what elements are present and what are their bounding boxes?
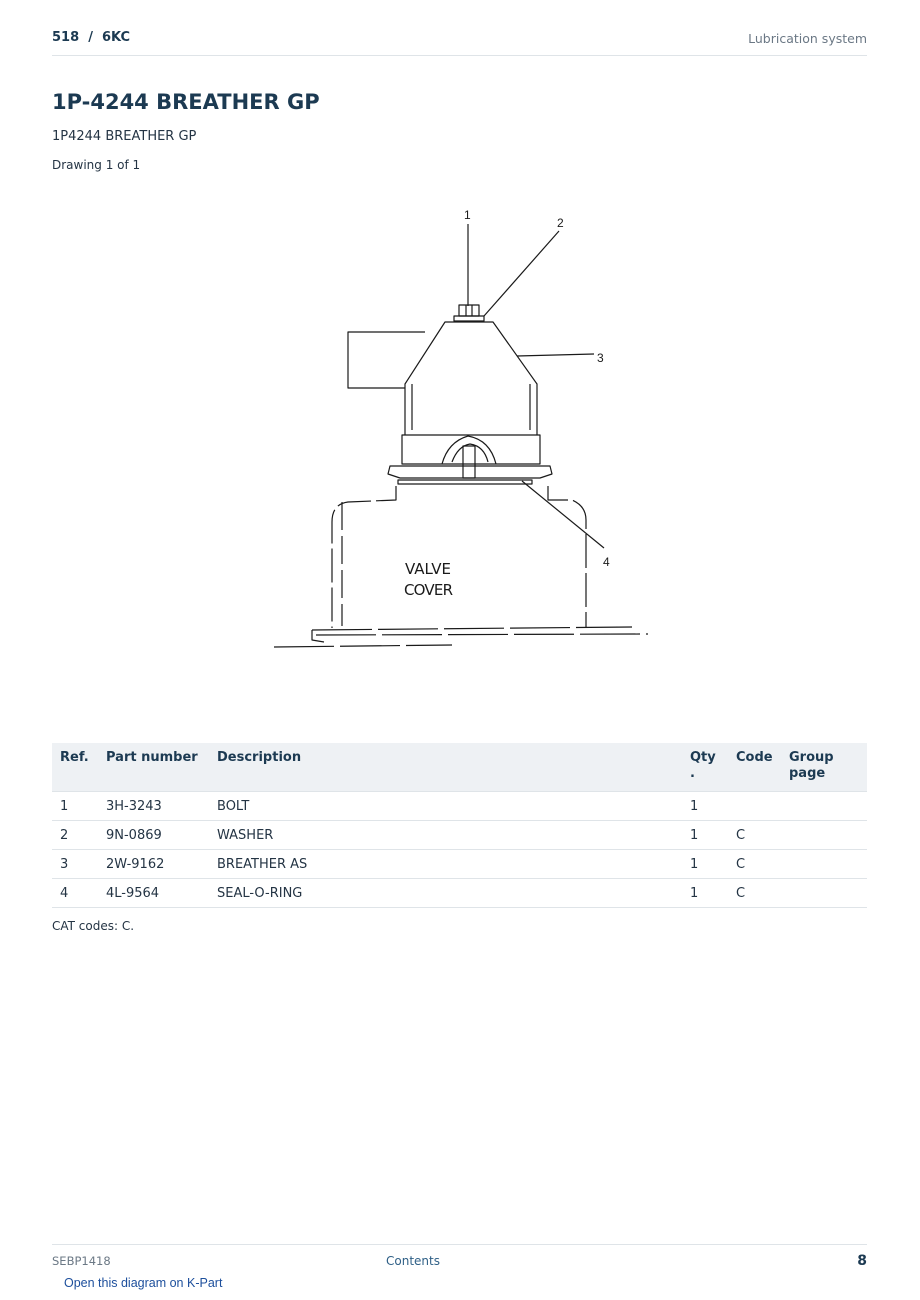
col-header-ref: Ref.: [52, 743, 98, 792]
callout-2: 2: [557, 216, 564, 230]
col-header-description: Description: [209, 743, 682, 792]
table-header-row: [52, 743, 867, 792]
base-flange: [402, 435, 540, 464]
section-name: Lubrication system: [748, 31, 867, 46]
contents-link[interactable]: Contents: [386, 1254, 440, 1268]
cell-description: BOLT: [209, 792, 682, 821]
cell-code: C: [728, 879, 781, 908]
cell-part-number: 3H-3243: [98, 792, 209, 821]
col-header-group-page: [781, 743, 867, 792]
callout-1: 1: [464, 208, 471, 222]
page-footer: [52, 1244, 867, 1274]
cell-qty: 1: [682, 850, 728, 879]
qty-header-line2: .: [690, 766, 695, 781]
cell-part-number: 9N-0869: [98, 821, 209, 850]
page-number: 8: [857, 1253, 867, 1269]
table-row: [52, 850, 867, 879]
page-subtitle: 1P4244 BREATHER GP: [52, 129, 197, 144]
cell-ref: 2: [52, 821, 98, 850]
cell-group-page: [781, 879, 867, 908]
open-in-kpart-link[interactable]: Open this diagram on K-Part: [64, 1276, 223, 1290]
breadcrumb: 518 / 6KC: [52, 30, 131, 45]
col-header-part-number: Part number: [98, 743, 209, 792]
page-title: 1P-4244 BREATHER GP: [52, 90, 320, 114]
callout-3: 3: [597, 351, 604, 365]
washer: [454, 316, 484, 321]
valve-cover-label-line2: COVER: [404, 581, 453, 599]
cell-code: C: [728, 821, 781, 850]
cell-description: SEAL-O-RING: [209, 879, 682, 908]
valve-cover-label-line1: VALVE: [405, 560, 451, 578]
cell-ref: 1: [52, 792, 98, 821]
cell-part-number: 4L-9564: [98, 879, 209, 908]
leader-line-2: [484, 231, 559, 316]
cell-code: [728, 792, 781, 821]
cell-code: C: [728, 850, 781, 879]
table-row: [52, 821, 867, 850]
col-header-qty: [682, 743, 728, 792]
parts-table: [52, 743, 867, 908]
table-row: [52, 792, 867, 821]
hose-outlet: [348, 332, 425, 388]
cell-ref: 4: [52, 879, 98, 908]
cell-group-page: [781, 850, 867, 879]
cell-ref: 3: [52, 850, 98, 879]
page-header: [52, 28, 867, 56]
bolt-head: [459, 305, 479, 316]
cell-qty: 1: [682, 879, 728, 908]
cell-qty: 1: [682, 821, 728, 850]
cell-description: WASHER: [209, 821, 682, 850]
table-row: [52, 879, 867, 908]
leader-line-3: [517, 354, 594, 356]
drawing-count: Drawing 1 of 1: [52, 158, 141, 172]
seal-ring: [398, 480, 532, 484]
breather-body: [405, 322, 537, 435]
cell-description: BREATHER AS: [209, 850, 682, 879]
group-page-header-line1: Group: [789, 750, 834, 765]
cell-qty: 1: [682, 792, 728, 821]
cell-group-page: [781, 821, 867, 850]
qty-header-line1: Qty: [690, 750, 716, 765]
cat-codes-note: CAT codes: C.: [52, 919, 135, 933]
leader-line-4: [522, 481, 604, 548]
cell-group-page: [781, 792, 867, 821]
document-id: SEBP1418: [52, 1254, 111, 1268]
breather-diagram: [260, 200, 660, 700]
callout-4: 4: [603, 555, 610, 569]
cell-part-number: 2W-9162: [98, 850, 209, 879]
group-page-header-line2: page: [789, 766, 826, 781]
col-header-code: Code: [728, 743, 781, 792]
